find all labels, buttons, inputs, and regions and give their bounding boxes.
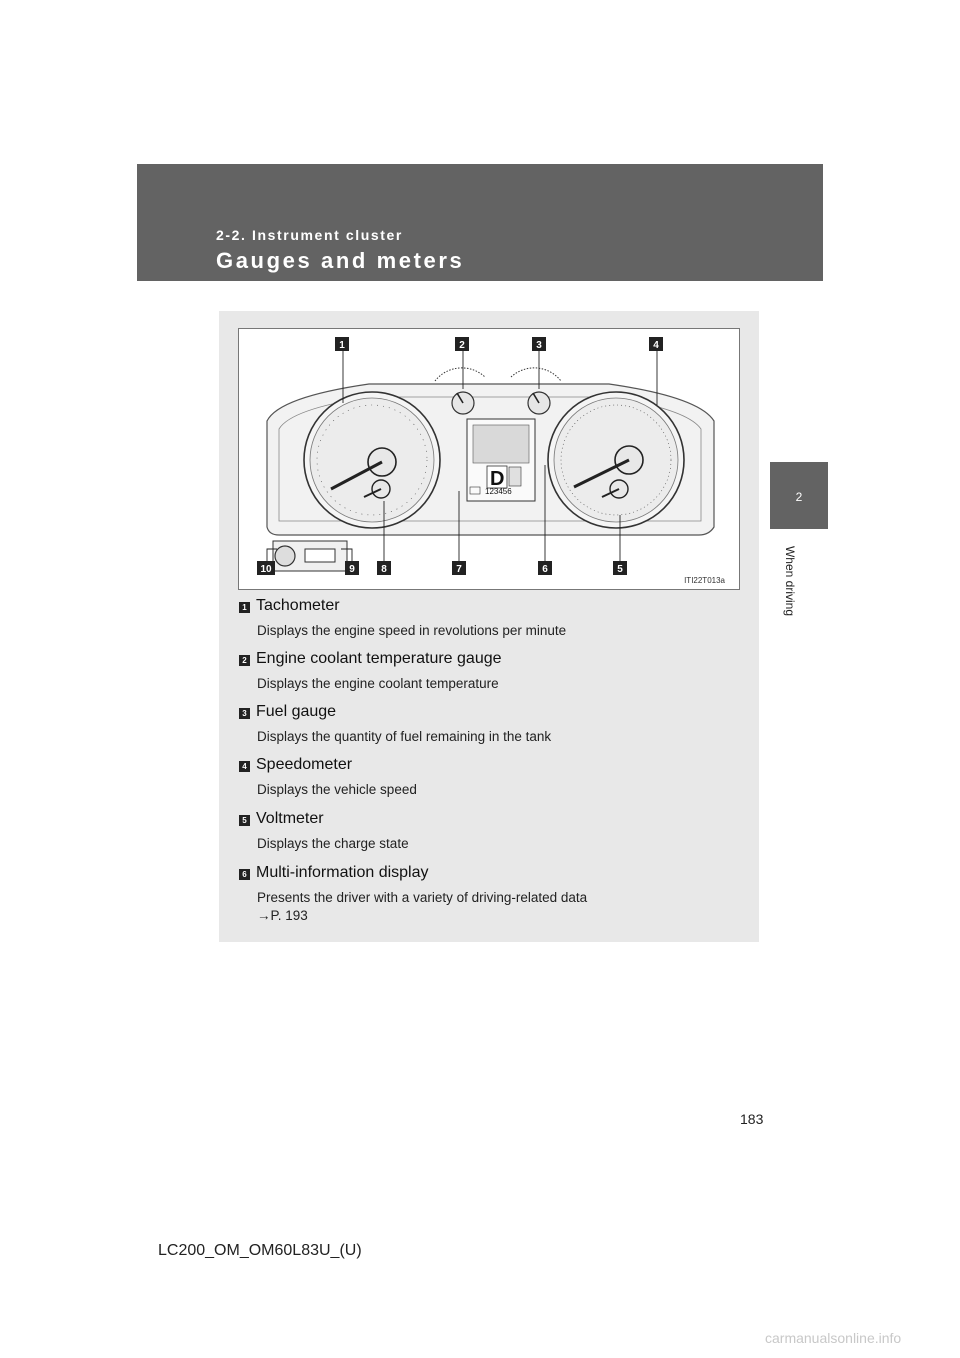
item-title: Tachometer <box>256 597 340 614</box>
gauge-list <box>238 596 748 933</box>
svg-text:1: 1 <box>339 340 345 351</box>
item-marker: 4 <box>239 761 250 772</box>
callout-6 <box>538 561 552 575</box>
svg-text:10: 10 <box>260 564 272 575</box>
item-marker: 3 <box>239 708 250 719</box>
callout-3 <box>532 337 546 351</box>
list-item-coolant <box>238 649 748 702</box>
svg-text:8: 8 <box>381 564 387 575</box>
svg-text:5: 5 <box>617 564 623 575</box>
shift-indicator: D <box>490 468 505 490</box>
item-marker: 5 <box>239 815 250 826</box>
item-marker: 2 <box>239 655 250 666</box>
item-marker: 6 <box>239 869 250 880</box>
item-marker: 1 <box>239 602 250 613</box>
callout-1 <box>335 337 349 351</box>
tachometer-dial <box>304 392 440 528</box>
item-title: Multi-information display <box>256 864 429 881</box>
callout-9 <box>345 561 359 575</box>
chapter-label-text: When driving <box>783 545 797 617</box>
list-item-voltmeter <box>238 809 748 863</box>
callout-2 <box>455 337 469 351</box>
item-title: Fuel gauge <box>256 703 337 720</box>
speedometer-dial <box>548 392 684 528</box>
multi-information-display <box>467 419 535 501</box>
item-description: Displays the engine speed in revolutions per minute <box>257 623 567 638</box>
list-item-multi-info <box>238 863 748 933</box>
item-description: Displays the quantity of fuel remaining in the tank <box>257 729 552 744</box>
callout-8 <box>377 561 391 575</box>
instrument-cluster-illustration <box>239 329 739 589</box>
page-number: 183 <box>740 1111 764 1127</box>
chapter-label <box>782 536 798 626</box>
watermark: carmanualsonline.info <box>765 1330 902 1346</box>
chapter-number: 2 <box>795 490 803 504</box>
list-item-tachometer <box>238 596 748 649</box>
callout-5 <box>613 561 627 575</box>
odometer-readout: 123456 <box>485 487 512 496</box>
item-title: Engine coolant temperature gauge <box>256 650 502 667</box>
trip-meter-reset-knob <box>273 541 347 571</box>
svg-text:9: 9 <box>349 564 355 575</box>
svg-text:3: 3 <box>536 340 542 351</box>
callout-7 <box>452 561 466 575</box>
item-description: Displays the engine coolant temperature <box>257 676 499 691</box>
list-item-speedometer <box>238 755 748 809</box>
callout-4 <box>649 337 663 351</box>
svg-text:6: 6 <box>542 564 548 575</box>
item-description: Presents the driver with a variety of driving-related data <box>257 890 588 905</box>
item-description: Displays the vehicle speed <box>257 782 417 797</box>
svg-text:4: 4 <box>653 340 659 351</box>
item-title: Voltmeter <box>256 810 324 827</box>
svg-text:7: 7 <box>456 564 462 575</box>
section-label: 2-2. Instrument cluster <box>216 227 403 243</box>
instrument-cluster-figure <box>238 328 740 590</box>
document-code: LC200_OM_OM60L83U_(U) <box>158 1242 362 1259</box>
svg-text:2: 2 <box>459 340 465 351</box>
item-description: Displays the charge state <box>257 836 409 851</box>
figure-code: ITI22T013a <box>684 576 725 585</box>
chapter-tab[interactable] <box>770 462 828 529</box>
page-reference-link[interactable]: →P. 193 <box>257 908 308 923</box>
callout-10 <box>257 561 275 575</box>
page-title: Gauges and meters <box>216 248 465 273</box>
list-item-fuel <box>238 702 748 755</box>
item-title: Speedometer <box>256 756 353 773</box>
